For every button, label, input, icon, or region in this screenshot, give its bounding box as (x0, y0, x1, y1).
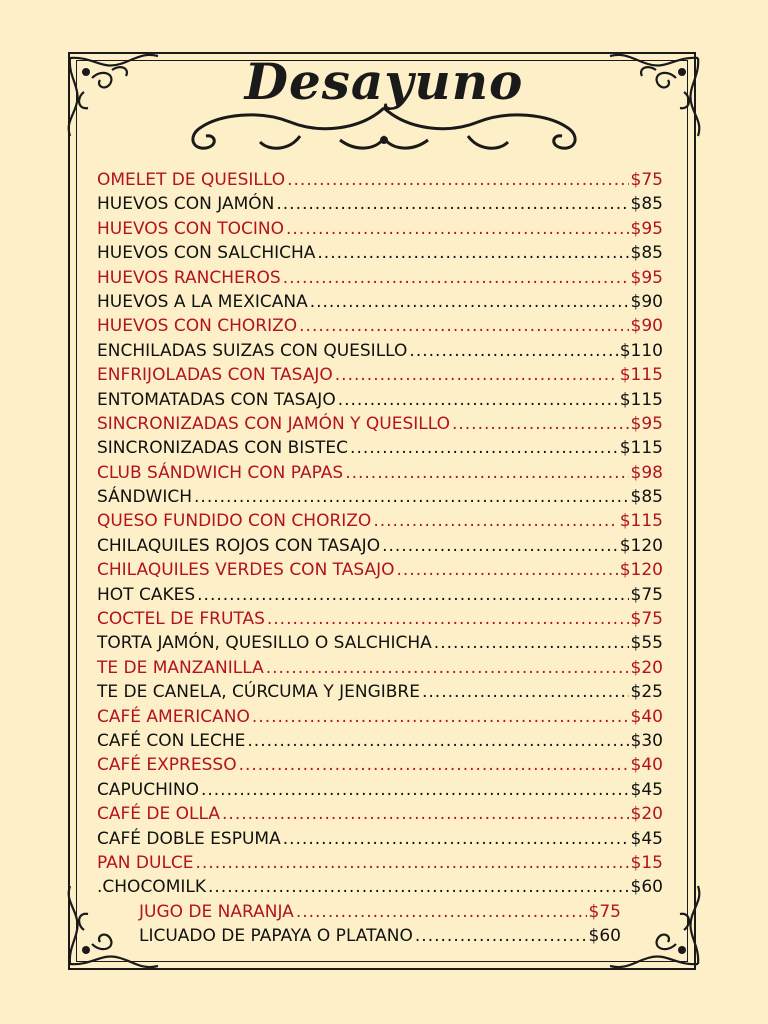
menu-item (97, 607, 663, 631)
menu-item (97, 705, 663, 729)
menu-item (97, 778, 663, 802)
menu-item-price: $85 (630, 243, 663, 264)
menu-item-leader-dots (252, 705, 629, 729)
menu-item-name: TORTA JAMÓN, QUESILLO O SALCHICHA (97, 633, 432, 654)
menu-item-price: $95 (630, 218, 663, 239)
menu-item-leader-dots (283, 266, 629, 290)
menu-item-leader-dots (310, 290, 629, 314)
menu-item (97, 729, 663, 753)
menu-item-name: .CHOCOMILK (97, 877, 206, 898)
menu-item (97, 461, 663, 485)
menu-item-leader-dots (382, 534, 618, 558)
menu-item-leader-dots (452, 412, 629, 436)
menu-item-leader-dots (267, 607, 629, 631)
menu-item-price: $90 (630, 316, 663, 337)
menu-item-price: $110 (619, 340, 663, 361)
menu-item-name: COCTEL DE FRUTAS (97, 609, 265, 630)
menu-item-name: HUEVOS RANCHEROS (97, 267, 281, 288)
menu-item (97, 558, 663, 582)
menu-item-leader-dots (287, 168, 628, 192)
menu-item-price: $30 (630, 730, 663, 751)
menu-item (97, 241, 663, 265)
menu-item-price: $60 (630, 877, 663, 898)
menu-item (97, 509, 663, 533)
menu-item-price: $98 (630, 462, 663, 483)
menu-item-price: $90 (630, 291, 663, 312)
menu-item-name: CAFÉ DE OLLA (97, 804, 221, 825)
menu-item-price: $85 (630, 194, 663, 215)
menu-item-price: $75 (630, 584, 663, 605)
menu-item-price: $75 (588, 901, 621, 922)
menu-item-name: QUESO FUNDIDO CON CHORIZO (97, 511, 372, 532)
menu-item-name: SÁNDWICH (97, 487, 193, 508)
menu-item (97, 656, 663, 680)
menu-item-leader-dots (338, 388, 618, 412)
menu-item-price: $120 (619, 535, 663, 556)
menu-item-name: HUEVOS CON CHORIZO (97, 316, 298, 337)
menu-item-name: PAN DULCE (97, 852, 194, 873)
menu-item (97, 583, 663, 607)
menu-item (97, 168, 663, 192)
menu-item (97, 827, 663, 851)
menu-item-leader-dots (317, 241, 628, 265)
menu-item-name: ENFRIJOLADAS CON TASAJO (97, 365, 333, 386)
menu-item-name: CAFÉ AMERICANO (97, 706, 250, 727)
menu-item-leader-dots (299, 314, 628, 338)
menu-item (97, 217, 663, 241)
menu-item (97, 534, 663, 558)
menu-item-price: $75 (630, 170, 663, 190)
menu-item (97, 266, 663, 290)
menu-item-price: $95 (630, 267, 663, 288)
menu-item-price: $20 (630, 657, 663, 678)
menu-item-leader-dots (283, 827, 629, 851)
menu-item-name: OMELET DE QUESILLO (97, 170, 286, 190)
menu-item-leader-dots (201, 778, 629, 802)
menu-title: Desayuno (244, 52, 524, 111)
menu-item (97, 753, 663, 777)
menu-item-name: CHILAQUILES ROJOS CON TASAJO (97, 535, 381, 556)
menu-item-leader-dots (415, 924, 587, 948)
menu-item-leader-dots (222, 802, 629, 826)
menu-item (97, 680, 663, 704)
menu-item (97, 802, 663, 826)
menu-item (97, 314, 663, 338)
menu-item-price: $40 (630, 706, 663, 727)
menu-item-name: HUEVOS A LA MEXICANA (97, 291, 308, 312)
menu-item-price: $15 (630, 852, 663, 873)
menu-item-name: CAFÉ EXPRESSO (97, 755, 237, 776)
menu-item (97, 388, 663, 412)
menu-item-price: $25 (630, 682, 663, 703)
menu-item-leader-dots (239, 753, 629, 777)
menu-item-name: HUEVOS CON TOCINO (97, 218, 284, 239)
menu-item-name: HOT CAKES (97, 584, 196, 605)
menu-item-price: $60 (588, 926, 621, 947)
menu-list (97, 168, 663, 949)
menu-item-leader-dots (247, 729, 628, 753)
menu-item-leader-dots (208, 875, 629, 899)
menu-item-leader-dots (335, 363, 618, 387)
menu-item-name: CHILAQUILES VERDES CON TASAJO (97, 560, 395, 581)
menu-item-leader-dots (276, 192, 628, 216)
menu-item (97, 436, 663, 460)
menu-item (97, 290, 663, 314)
menu-item-name: TE DE CANELA, CÚRCUMA Y JENGIBRE (97, 682, 420, 703)
menu-item-price: $95 (630, 413, 663, 434)
title-flourish-icon (180, 100, 588, 160)
menu-item-name: CAPUCHINO (97, 779, 199, 800)
menu-item-name: ENCHILADAS SUIZAS CON QUESILLO (97, 340, 408, 361)
menu-item-leader-dots (373, 509, 617, 533)
menu-item-name: JUGO DE NARANJA (139, 901, 294, 922)
menu-item-leader-dots (350, 436, 618, 460)
menu-item (97, 339, 663, 363)
menu-item-name: TE DE MANZANILLA (97, 657, 264, 678)
menu-item-name: CAFÉ CON LECHE (97, 730, 246, 751)
menu-item (97, 875, 663, 899)
menu-item-name: CAFÉ DOBLE ESPUMA (97, 828, 281, 849)
menu-item-name: SINCRONIZADAS CON BISTEC (97, 438, 349, 459)
menu-item-price: $20 (630, 804, 663, 825)
menu-item (139, 924, 621, 948)
menu-item-price: $115 (619, 365, 663, 386)
menu-item-price: $40 (630, 755, 663, 776)
menu-item-price: $45 (630, 828, 663, 849)
menu-item-leader-dots (397, 558, 618, 582)
menu-item-leader-dots (409, 339, 617, 363)
menu-item-leader-dots (194, 485, 629, 509)
menu-item-name: CLUB SÁNDWICH CON PAPAS (97, 462, 344, 483)
menu-item (97, 192, 663, 216)
menu-item-leader-dots (196, 851, 629, 875)
menu-item-leader-dots (296, 900, 587, 924)
menu-item-leader-dots (345, 461, 628, 485)
menu-item (97, 412, 663, 436)
menu-item-leader-dots (266, 656, 629, 680)
menu-item-price: $45 (630, 779, 663, 800)
menu-item-leader-dots (197, 583, 628, 607)
menu-item-name: HUEVOS CON SALCHICHA (97, 243, 316, 264)
menu-item-leader-dots (434, 631, 629, 655)
menu-item (97, 363, 663, 387)
menu-item-price: $85 (630, 487, 663, 508)
menu-item-price: $55 (630, 633, 663, 654)
menu-item-price: $120 (619, 560, 663, 581)
menu-item-price: $115 (619, 438, 663, 459)
menu-item-name: LICUADO DE PAPAYA O PLATANO (139, 926, 413, 947)
menu-item-price: $115 (619, 389, 663, 410)
menu-item-price: $75 (630, 609, 663, 630)
menu-item (97, 631, 663, 655)
menu-item-name: ENTOMATADAS CON TASAJO (97, 389, 336, 410)
menu-item (97, 485, 663, 509)
menu-item (97, 851, 663, 875)
menu-item-name: SINCRONIZADAS CON JAMÓN Y QUESILLO (97, 413, 450, 434)
menu-item-leader-dots (422, 680, 629, 704)
menu-item (139, 900, 621, 924)
menu-item-leader-dots (286, 217, 629, 241)
menu-item-price: $115 (619, 511, 663, 532)
menu-item-name: HUEVOS CON JAMÓN (97, 194, 275, 215)
